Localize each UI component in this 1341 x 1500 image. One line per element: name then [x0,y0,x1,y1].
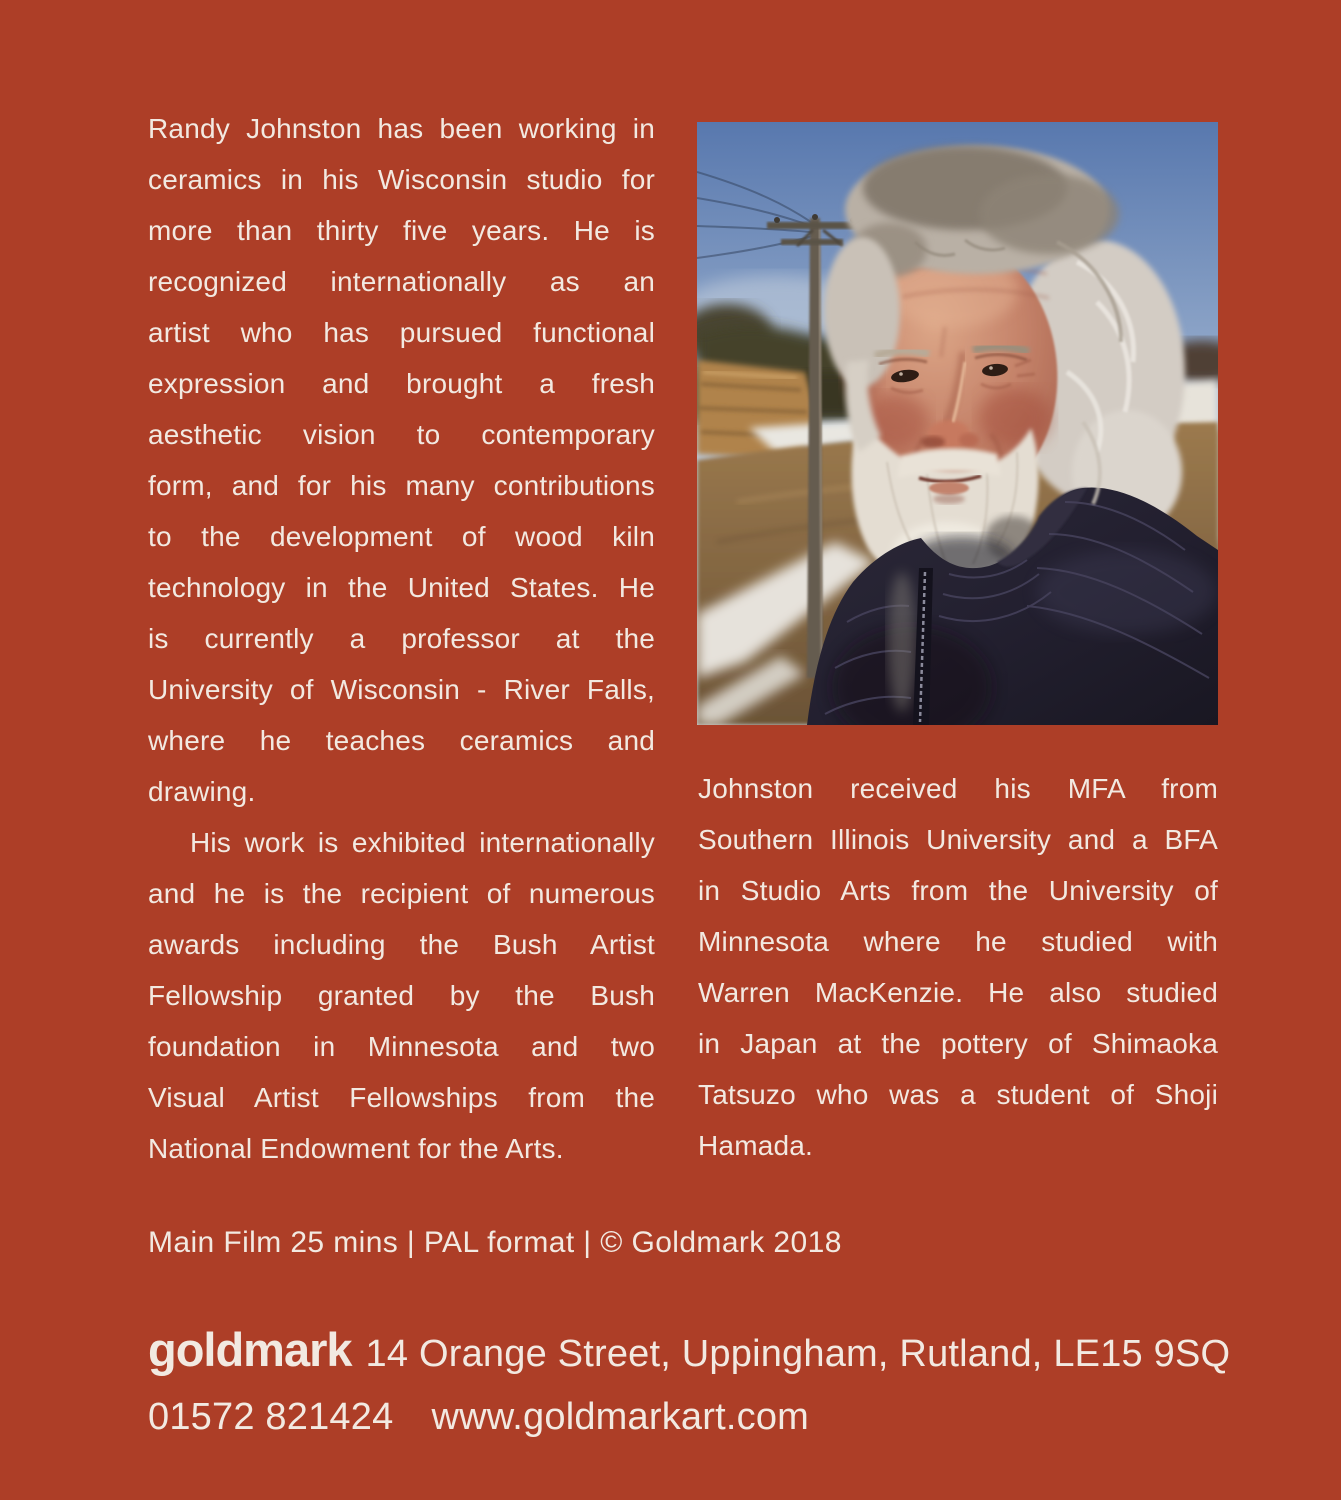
text-line: Johnston received his MFA from [698,773,1218,804]
text-line: is currently a professor at the [148,623,655,654]
publisher-address: 14 Orange Street, Uppingham, Rutland, LE15 9SQ [365,1333,1231,1375]
text-line: where he teaches ceramics and [148,725,655,756]
publisher-address-line [148,1318,1230,1386]
text-line: His work is exhibited internationally [190,827,655,858]
text-line: in Japan at the pottery of Shimaoka [698,1028,1218,1059]
publisher-phone: 01572 821424 [148,1396,394,1438]
bio-column-right [698,763,1218,1171]
text-line: artist who has pursued functional [148,317,655,348]
text-line: technology in the United States. He [148,572,655,603]
text-line: drawing. [148,776,256,807]
goldmark-logo: goldmark [148,1323,352,1376]
text-line: ceramics in his Wisconsin studio for [148,164,655,195]
text-line: Randy Johnston has been working in [148,113,655,144]
film-info-line: Main Film 25 mins | PAL format | © Goldmark 2018 [148,1226,842,1259]
text-line: aesthetic vision to contemporary [148,419,655,450]
text-line: National Endowment for the Arts. [148,1133,564,1164]
text-line: awards including the Bush Artist [148,929,655,960]
publisher-contact-line [148,1386,1230,1449]
randy-johnston-photo [697,122,1218,725]
text-line: recognized internationally as an [148,266,655,297]
text-line: expression and brought a fresh [148,368,655,399]
text-line: form, and for his many contributions [148,470,655,501]
publisher-block [148,1318,1230,1449]
text-line: Warren MacKenzie. He also studied [698,977,1218,1008]
text-line: Hamada. [698,1130,814,1161]
bio-paragraph-1 [148,103,655,817]
text-line: University of Wisconsin - River Falls, [148,674,655,705]
text-line: Fellowship granted by the Bush [148,980,655,1011]
bio-paragraph-3 [698,763,1218,1171]
text-line: Southern Illinois University and a BFA [698,824,1218,855]
text-line: in Studio Arts from the University of [698,875,1218,906]
text-line: more than thirty five years. He is [148,215,655,246]
publisher-website: www.goldmarkart.com [431,1396,810,1438]
text-line: foundation in Minnesota and two [148,1031,655,1062]
text-line: Minnesota where he studied with [698,926,1218,957]
bio-column-left [148,103,655,1174]
text-line: Tatsuzo who was a student of Shoji [698,1079,1218,1110]
portrait-photo-art [697,122,1218,725]
bio-paragraph-2 [148,817,655,1174]
text-line: Visual Artist Fellowships from the [148,1082,655,1113]
text-line: and he is the recipient of numerous [148,878,655,909]
text-line: to the development of wood kiln [148,521,655,552]
